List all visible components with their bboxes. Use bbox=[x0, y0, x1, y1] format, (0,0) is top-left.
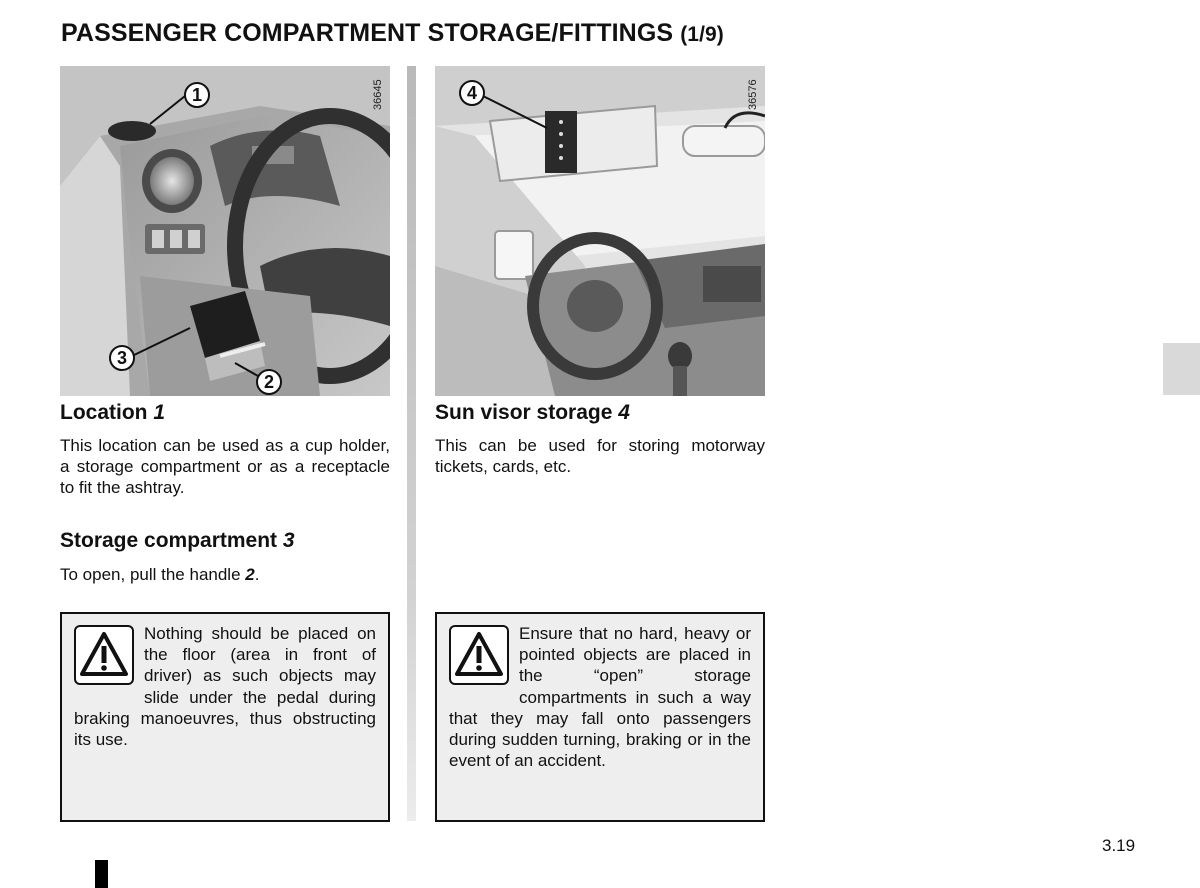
page-title-main: PASSENGER COMPARTMENT STORAGE/FITTINGS bbox=[61, 19, 674, 47]
storage-compartment-description bbox=[60, 564, 390, 585]
storage-heading-number: 3 bbox=[282, 529, 295, 552]
section-tab-marker bbox=[1163, 343, 1200, 395]
location-heading-number: 1 bbox=[153, 401, 166, 424]
location-heading-label: Location bbox=[60, 401, 148, 424]
callout-3: 3 bbox=[109, 345, 135, 371]
callout-2: 2 bbox=[256, 369, 282, 395]
storage-compartment-heading bbox=[60, 529, 295, 553]
sun-visor-heading-number: 4 bbox=[618, 401, 630, 424]
page-number: 3.19 bbox=[1102, 836, 1136, 855]
sun-visor-heading bbox=[435, 401, 630, 425]
sun-visor-heading-label: Sun visor storage bbox=[435, 401, 613, 424]
figure-reference: 36645 bbox=[372, 79, 384, 110]
location-description: This location can be used as a cup holder, a storage compartment or as a receptacle to fit the ashtray. bbox=[60, 436, 390, 497]
footer-marker bbox=[95, 860, 108, 888]
heavy-objects-warning-text: Ensure that no hard, heavy or pointed objects are placed in the “open” storage compartments in such a way that they may fall onto passengers during sudden turning, braking or in the event of an accident. bbox=[449, 624, 751, 771]
page-title bbox=[61, 19, 724, 48]
dashboard-illustration bbox=[60, 66, 390, 396]
callout-1: 1 bbox=[184, 82, 210, 108]
floor-objects-warning bbox=[60, 612, 390, 822]
floor-objects-warning-text: Nothing should be placed on the floor (area in front of driver) as such objects may slide under the pedal during braking manoeuvres, thus obstructing its use. bbox=[74, 624, 376, 750]
location-heading bbox=[60, 401, 165, 425]
callout-4: 4 bbox=[459, 80, 485, 106]
warning-triangle-icon bbox=[449, 625, 509, 685]
storage-text-after: . bbox=[254, 565, 260, 584]
page-title-part: (1/9) bbox=[680, 23, 724, 46]
figure-reference: 36576 bbox=[747, 79, 759, 110]
handle-reference: 2 bbox=[245, 565, 255, 584]
warning-triangle-icon bbox=[74, 625, 134, 685]
sun-visor-description: This can be used for storing motorway tickets, cards, etc. bbox=[435, 436, 765, 476]
sun-visor-illustration bbox=[435, 66, 765, 396]
column-divider bbox=[407, 66, 416, 821]
storage-heading-label: Storage compartment bbox=[60, 529, 278, 552]
heavy-objects-warning bbox=[435, 612, 765, 822]
storage-text-before: To open, pull the handle bbox=[60, 565, 246, 584]
